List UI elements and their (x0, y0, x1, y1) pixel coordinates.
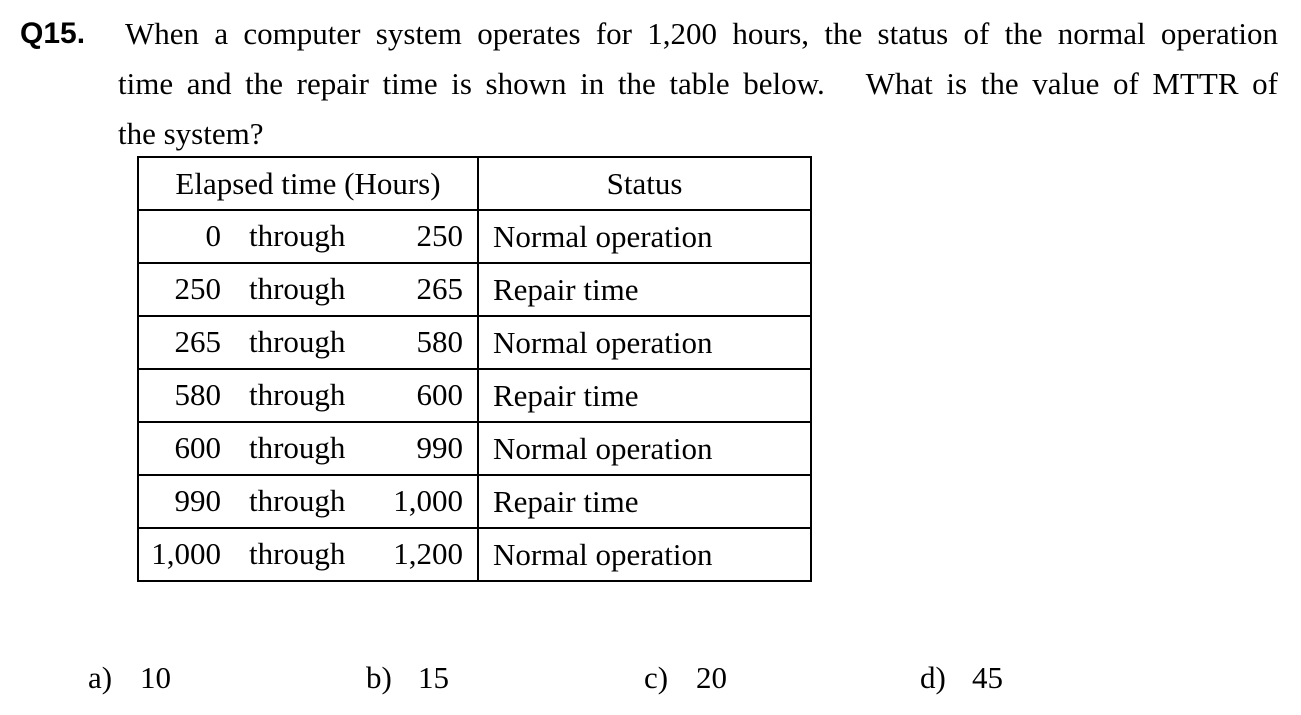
time-to: 250 (416, 218, 463, 253)
answer-option-d[interactable] (920, 660, 1003, 696)
time-to: 265 (416, 271, 463, 306)
elapsed-time-cell (138, 263, 478, 316)
elapsed-time-cell (138, 528, 478, 581)
answer-label: b) (366, 660, 392, 695)
time-through: through (249, 430, 346, 465)
time-through: through (249, 218, 346, 253)
answer-label: d) (920, 660, 946, 695)
table-row (138, 422, 811, 475)
time-from: 990 (174, 483, 221, 518)
status-table (137, 156, 812, 582)
time-from: 580 (174, 377, 221, 412)
status-text: Repair time (493, 271, 639, 307)
status-cell (478, 422, 811, 475)
table-header-row (138, 157, 811, 210)
time-to: 580 (416, 324, 463, 359)
time-through: through (249, 271, 346, 306)
answer-value: 45 (972, 660, 1003, 695)
answer-label: a) (88, 660, 113, 695)
time-from: 1,000 (151, 536, 221, 571)
status-cell (478, 369, 811, 422)
answer-option-c[interactable] (644, 660, 727, 696)
time-through: through (249, 483, 346, 518)
table-row (138, 316, 811, 369)
elapsed-time-cell (138, 475, 478, 528)
time-through: through (249, 536, 346, 571)
question-number: Q15. (20, 17, 86, 50)
time-to: 1,200 (393, 536, 463, 571)
time-from: 250 (174, 271, 221, 306)
status-text: Normal operation (493, 218, 713, 254)
status-text: Normal operation (493, 324, 713, 360)
table-row (138, 475, 811, 528)
status-text: Normal operation (493, 430, 713, 466)
status-text: Repair time (493, 377, 639, 413)
table-row (138, 528, 811, 581)
answer-value: 20 (696, 660, 727, 695)
elapsed-time-cell (138, 210, 478, 263)
status-cell (478, 263, 811, 316)
status-cell (478, 210, 811, 263)
question-text-line-2: time and the repair time is shown in the table below. What is the value of MTTR of (118, 66, 1278, 101)
elapsed-time-cell (138, 422, 478, 475)
table-row (138, 210, 811, 263)
status-text: Repair time (493, 483, 639, 519)
answer-value: 10 (140, 660, 171, 695)
status-text: Normal operation (493, 536, 713, 572)
header-status: Status (478, 157, 811, 210)
time-from: 600 (174, 430, 221, 465)
status-cell (478, 475, 811, 528)
time-to: 1,000 (393, 483, 463, 518)
time-to: 990 (416, 430, 463, 465)
table-row (138, 263, 811, 316)
status-cell (478, 528, 811, 581)
answer-label: c) (644, 660, 669, 695)
answer-value: 15 (418, 660, 449, 695)
header-elapsed-time: Elapsed time (Hours) (138, 157, 478, 210)
status-cell (478, 316, 811, 369)
question-text-line-3: the system? (118, 116, 264, 151)
answer-option-a[interactable] (88, 660, 171, 696)
table-row (138, 369, 811, 422)
answer-option-b[interactable] (366, 660, 449, 696)
time-to: 600 (416, 377, 463, 412)
time-from: 0 (205, 218, 221, 253)
question-text-line-1: When a computer system operates for 1,200 hours, the status of the normal operation (125, 16, 1278, 51)
time-through: through (249, 377, 346, 412)
time-from: 265 (174, 324, 221, 359)
time-through: through (249, 324, 346, 359)
elapsed-time-cell (138, 316, 478, 369)
elapsed-time-cell (138, 369, 478, 422)
